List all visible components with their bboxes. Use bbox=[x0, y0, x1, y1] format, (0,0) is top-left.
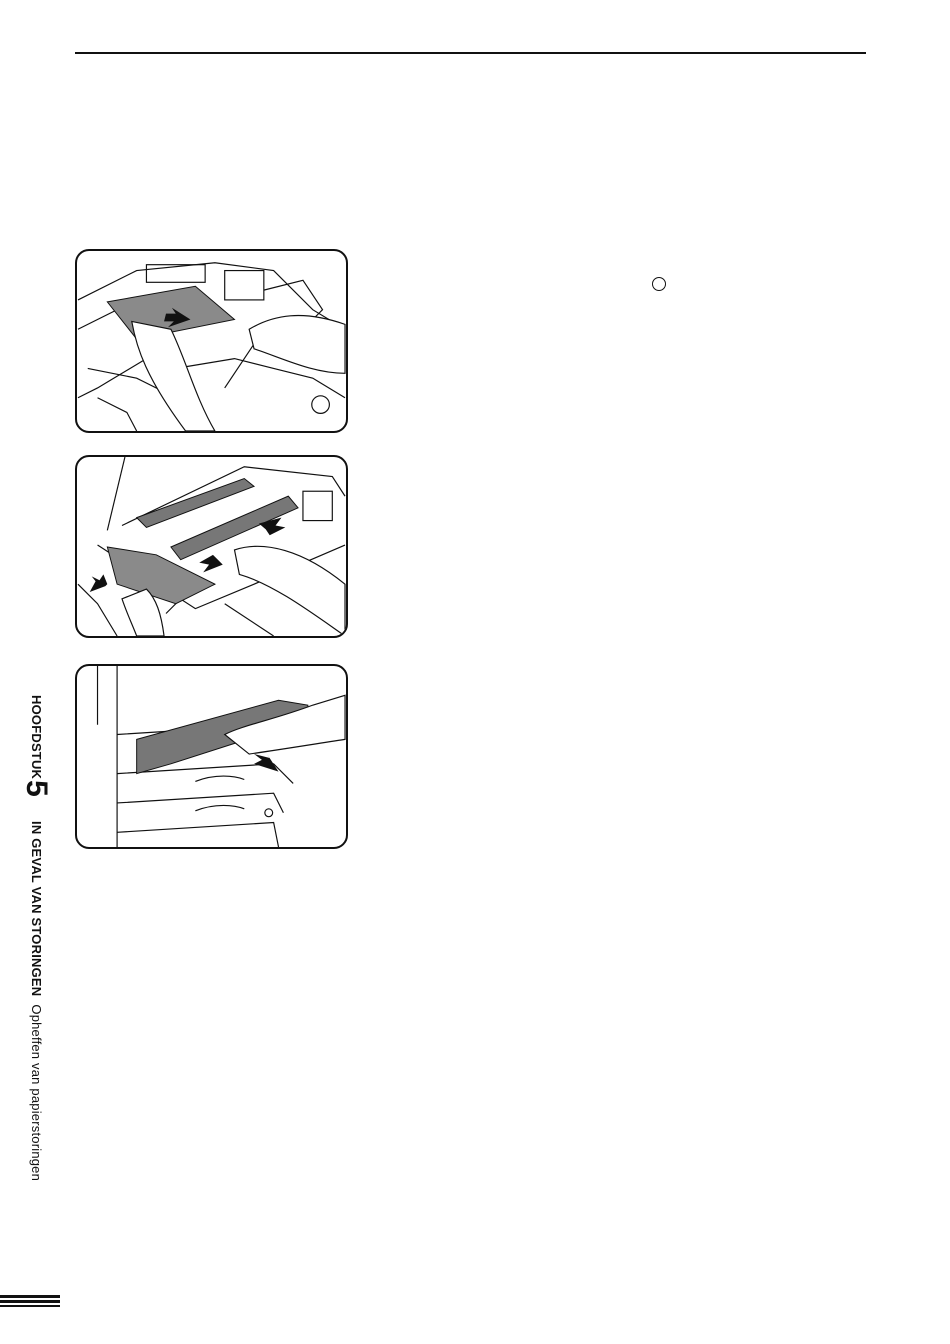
hand-right bbox=[234, 546, 345, 636]
section-title: IN GEVAL VAN STORINGEN bbox=[29, 821, 44, 997]
hand-left bbox=[132, 321, 215, 431]
arrow-shape bbox=[199, 555, 222, 573]
footer-bar bbox=[0, 1305, 60, 1307]
chapter-number: 5 bbox=[20, 780, 53, 798]
side-tab bbox=[20, 695, 53, 1255]
side-tab-text bbox=[20, 695, 53, 1182]
footer-bar bbox=[0, 1300, 60, 1303]
illustration-pull-paper-out bbox=[75, 455, 348, 638]
illustration-remove-paper-lever bbox=[75, 249, 348, 433]
chapter-label: HOOFDSTUK bbox=[29, 695, 44, 780]
arrow-shape bbox=[90, 574, 108, 592]
section-subtitle: Opheffen van papierstoringen bbox=[29, 1004, 44, 1182]
hand-right bbox=[249, 316, 345, 374]
illustration-push-tray-in bbox=[75, 664, 348, 849]
illustration-3-drawing bbox=[77, 666, 346, 847]
callout-circle bbox=[312, 396, 330, 414]
header-rule bbox=[75, 52, 866, 54]
footer-bar bbox=[0, 1295, 60, 1298]
callout-circle-reference bbox=[652, 277, 666, 291]
illustration-2-drawing bbox=[77, 457, 346, 636]
illustration-1-drawing bbox=[77, 251, 346, 431]
jammed-paper-shape bbox=[107, 547, 215, 604]
arrow-shape bbox=[254, 752, 278, 772]
